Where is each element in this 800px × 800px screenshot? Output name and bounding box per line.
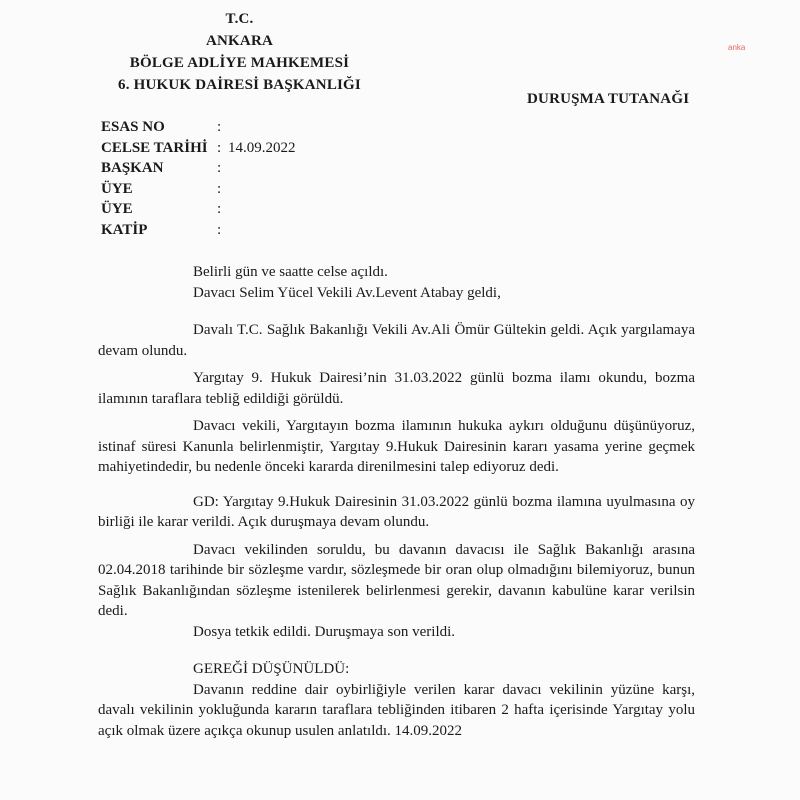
case-info-row: [101, 220, 296, 241]
member-value: [227, 179, 228, 200]
clerk-value: [227, 220, 228, 241]
case-info-row: [101, 199, 296, 220]
defendant-attendance-paragraph: Davalı T.C. Sağlık Bakanlığı Vekili Av.Ali Ömür Gültekin geldi. Açık yargılamaya devam olundu.: [98, 322, 695, 359]
separator-colon: :: [217, 221, 222, 238]
member-label: ÜYE: [101, 180, 133, 197]
separator-colon: :: [217, 201, 222, 217]
court-header: [112, 8, 367, 96]
member-value: [227, 199, 228, 220]
news-watermark: anka: [728, 43, 746, 52]
session-date-value: 14.09.2022: [228, 139, 296, 156]
minutes-body: [98, 262, 695, 741]
case-info-row: [101, 179, 296, 200]
session-opened-paragraph: Belirli gün ve saatte celse açıldı.: [193, 264, 388, 280]
header-tc: T.C.: [225, 11, 254, 27]
case-number-label: ESAS NO: [101, 119, 165, 135]
header-chamber: 6. HUKUK DAİRESİ BAŞKANLIĞI: [118, 77, 361, 93]
plaintiff-attendance-paragraph: Davacı Selim Yücel Vekili Av.Levent Atabay geldi,: [193, 284, 501, 301]
chair-value: [227, 158, 228, 179]
session-date-label: CELSE TARİHİ: [101, 139, 208, 156]
header-city: ANKARA: [205, 33, 274, 49]
reversal-read-paragraph: Yargıtay 9. Hukuk Dairesi’nin 31.03.2022 günlü bozma ilamı okundu, bozma ilamının taraflara tebliğ edildiği görüldü.: [98, 370, 695, 407]
separator-colon: :: [217, 119, 222, 135]
case-info-row: [101, 158, 296, 179]
member-label: ÜYE: [101, 201, 133, 217]
plaintiff-question-paragraph: Davacı vekilinden soruldu, bu davanın davacısı ile Sağlık Bakanlığı arasına 02.04.2018 tarihinde bir sözleşme vardır, sözleşmede bir oran olup olmadığını bilemiyoruz, bunun Sağlık Bakanlığından sözleşme istenilerek belirlenmesi gerekir, davanın kabulüne karar verilsin dedi.: [98, 541, 695, 619]
case-number-value: [227, 117, 228, 138]
case-info-row: [101, 117, 296, 138]
case-info-table: [101, 117, 296, 240]
header-court: BÖLGE ADLİYE MAHKEMESİ: [129, 55, 350, 71]
separator-colon: :: [217, 139, 222, 156]
hearing-closed-paragraph: Dosya tetkik edildi. Duruşmaya son verildi.: [193, 623, 456, 640]
document-title: DURUŞMA TUTANAĞI: [527, 91, 690, 107]
separator-colon: :: [217, 160, 222, 176]
case-info-row: [101, 138, 296, 159]
chair-label: BAŞKAN: [101, 160, 164, 176]
interim-decision-paragraph: GD: Yargıtay 9.Hukuk Dairesinin 31.03.2022 günlü bozma ilamına uyulmasına oy birliği ile karar verildi. Açık duruşmaya devam olundu.: [98, 493, 695, 530]
separator-colon: :: [217, 180, 222, 197]
plaintiff-statement-paragraph: Davacı vekili, Yargıtayın bozma ilamının hukuka aykırı olduğunu düşünüyoruz, istinaf süresi Kanunla belirlenmiştir, Yargıtay 9.Hukuk Dairesinin kararı yasama yerine geçmek mahiyetindedir, bu nedenle önceki kararda direnilmesini talep ediyoruz dedi.: [98, 418, 695, 475]
clerk-label: KATİP: [101, 221, 148, 238]
verdict-paragraph: Davanın reddine dair oybirliğiyle verilen karar davacı vekilinin yüzüne karşı, davalı vekilinin yokluğunda kararın taraflara tebliğinden itibaren 2 hafta içerisinde Yargıtay yolu açık olmak üzere açıkça okunup usulen anlatıldı. 14.09.2022: [98, 681, 695, 739]
judgment-heading: GEREĞİ DÜŞÜNÜLDÜ:: [193, 661, 350, 677]
